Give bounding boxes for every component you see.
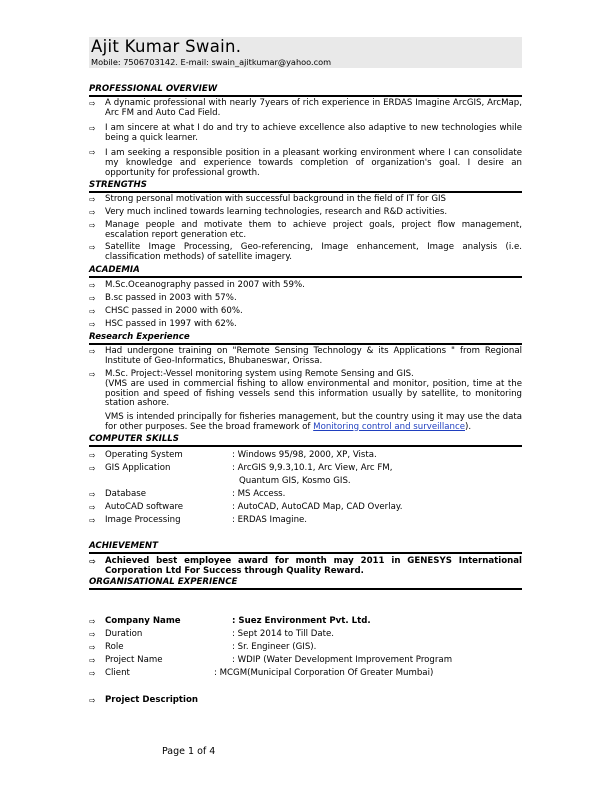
arrow-bullet-icon: ⇨ bbox=[89, 243, 96, 252]
section-title: PROFESSIONAL OVERVIEW bbox=[89, 84, 218, 94]
list-item: ⇨ I am sincere at what I do and try to achieve excellence also adaptive to new technologies while being a quick learner. bbox=[89, 123, 522, 143]
experience-value: : WDIP (Water Development Improvement Program bbox=[232, 655, 453, 665]
skill-label: AutoCAD software bbox=[105, 502, 184, 512]
candidate-name: Ajit Kumar Swain. bbox=[91, 37, 242, 56]
list-item: ⇨ Satellite Image Processing, Geo-referencing, Image enhancement, Image analysis (i.e. classification methods) of satellite imagery. bbox=[89, 242, 522, 262]
skill-label: Image Processing bbox=[105, 515, 181, 525]
section-strengths bbox=[89, 180, 522, 193]
section-rule bbox=[89, 445, 522, 447]
arrow-bullet-icon: ⇨ bbox=[89, 320, 96, 329]
list-item: ⇨ Very much inclined towards learning technologies, research and R&D activities. bbox=[89, 207, 448, 217]
list-item: ⇨ I am seeking a responsible position in a pleasant working environment where I can consolidate my knowledge and experience towards completion of organization's goal. I desire an opportunity for professional growth. bbox=[89, 148, 522, 178]
arrow-bullet-icon: ⇨ bbox=[89, 557, 96, 566]
skill-label: Database bbox=[105, 489, 147, 499]
list-item: ⇨ Had undergone training on "Remote Sensing Technology & its Applications " from Regional Institute of Geo-Informatics, Bhubaneswar, Orissa. bbox=[89, 346, 522, 366]
section-research-experience bbox=[89, 332, 522, 345]
arrow-bullet-icon: ⇨ bbox=[89, 656, 96, 665]
section-rule bbox=[89, 95, 522, 97]
arrow-bullet-icon: ⇨ bbox=[89, 307, 96, 316]
skill-value: : ArcGIS 9,9.3,10.1, Arc View, Arc FM, bbox=[232, 463, 393, 473]
arrow-bullet-icon: ⇨ bbox=[89, 617, 96, 626]
experience-label: Duration bbox=[105, 629, 143, 639]
list-item: ⇨ Strong personal motivation with successful background in the field of IT for GIS bbox=[89, 194, 446, 204]
monitoring-control-link[interactable]: Monitoring control and surveillance bbox=[313, 421, 465, 432]
section-rule bbox=[89, 588, 522, 590]
contact-line: Mobile: 7506703142. E-mail: swain_ajitkumar@yahoo.com bbox=[91, 57, 332, 67]
skill-value: : MS Access. bbox=[232, 489, 286, 499]
section-organisational-experience bbox=[89, 577, 522, 590]
arrow-bullet-icon: ⇨ bbox=[89, 208, 96, 217]
section-rule bbox=[89, 276, 522, 278]
section-rule bbox=[89, 191, 522, 193]
research-paragraph: VMS is intended principally for fisheries management, but the country using it may use the data for other purposes. See the broad framework of Monitoring control and surveillance). bbox=[105, 412, 522, 432]
section-computer-skills bbox=[89, 434, 522, 447]
project-description-heading: Project Description bbox=[105, 695, 198, 705]
arrow-bullet-icon: ⇨ bbox=[89, 503, 96, 512]
arrow-bullet-icon: ⇨ bbox=[89, 451, 96, 460]
list-item: ⇨ A dynamic professional with nearly 7years of rich experience in ERDAS Imagine ArcGIS, ArcMap, Arc FM and Auto Cad Field. bbox=[89, 98, 522, 118]
section-title: Research Experience bbox=[89, 332, 190, 342]
skill-value: : Windows 95/98, 2000, XP, Vista. bbox=[232, 450, 377, 460]
arrow-bullet-icon: ⇨ bbox=[89, 347, 96, 356]
section-title: COMPUTER SKILLS bbox=[89, 434, 179, 444]
arrow-bullet-icon: ⇨ bbox=[89, 294, 96, 303]
arrow-bullet-icon: ⇨ bbox=[89, 464, 96, 473]
section-rule bbox=[89, 343, 522, 345]
arrow-bullet-icon: ⇨ bbox=[89, 99, 96, 108]
skill-label: Operating System bbox=[105, 450, 183, 460]
section-achievement bbox=[89, 541, 522, 554]
arrow-bullet-icon: ⇨ bbox=[89, 490, 96, 499]
section-title: ORGANISATIONAL EXPERIENCE bbox=[89, 577, 238, 587]
arrow-bullet-icon: ⇨ bbox=[89, 630, 96, 639]
arrow-bullet-icon: ⇨ bbox=[89, 669, 96, 678]
experience-label: Project Name bbox=[105, 655, 163, 665]
skill-value: : AutoCAD, AutoCAD Map, CAD Overlay. bbox=[232, 502, 403, 512]
skill-label: GIS Application bbox=[105, 463, 171, 473]
skill-value: : ERDAS Imagine. bbox=[232, 515, 308, 525]
arrow-bullet-icon: ⇨ bbox=[89, 643, 96, 652]
arrow-bullet-icon: ⇨ bbox=[89, 195, 96, 204]
list-item: ⇨ HSC passed in 1997 with 62%. bbox=[89, 319, 237, 329]
arrow-bullet-icon: ⇨ bbox=[89, 516, 96, 525]
experience-value: : MCGM(Municipal Corporation Of Greater Mumbai) bbox=[214, 668, 434, 678]
experience-value: : Sr. Engineer (GIS). bbox=[232, 642, 317, 652]
section-title: ACHIEVEMENT bbox=[89, 541, 158, 551]
experience-value: : Suez Environment Pvt. Ltd. bbox=[232, 616, 371, 626]
list-item: ⇨ B.sc passed in 2003 with 57%. bbox=[89, 293, 237, 303]
arrow-bullet-icon: ⇨ bbox=[89, 148, 96, 157]
section-title: ACADEMIA bbox=[89, 265, 140, 275]
list-item: ⇨ M.Sc. Project:-Vessel monitoring system using Remote Sensing and GIS. bbox=[89, 369, 414, 379]
experience-label: Client bbox=[105, 668, 130, 678]
list-item: ⇨ Achieved best employee award for month may 2011 in GENESYS International Corporation Ltd For Success through Quality Reward. bbox=[89, 556, 522, 576]
section-academia bbox=[89, 265, 522, 278]
experience-label: Company Name bbox=[105, 616, 181, 626]
arrow-bullet-icon: ⇨ bbox=[89, 370, 96, 379]
list-item: ⇨ Manage people and motivate them to achieve project goals, project flow management, escalation report generation etc. bbox=[89, 220, 522, 240]
page-number: Page 1 of 4 bbox=[162, 746, 216, 757]
arrow-bullet-icon: ⇨ bbox=[89, 124, 96, 133]
header-block bbox=[89, 37, 522, 68]
list-item: ⇨ M.Sc.Oceanography passed in 2007 with 59%. bbox=[89, 280, 305, 290]
experience-value: : Sept 2014 to Till Date. bbox=[232, 629, 335, 639]
arrow-bullet-icon: ⇨ bbox=[89, 281, 96, 290]
research-paragraph: (VMS are used in commercial fishing to allow environmental and monitor, position, time at the position and speed of fishing vessels send this information usually by satellite, to monitoring station ashore. bbox=[105, 379, 522, 409]
section-rule bbox=[89, 552, 522, 554]
section-professional-overview bbox=[89, 84, 522, 97]
arrow-bullet-icon: ⇨ bbox=[89, 221, 96, 230]
list-item: ⇨ CHSC passed in 2000 with 60%. bbox=[89, 306, 243, 316]
experience-label: Role bbox=[105, 642, 124, 652]
arrow-bullet-icon: ⇨ bbox=[89, 696, 96, 705]
section-title: STRENGTHS bbox=[89, 180, 147, 190]
skill-value-continued: Quantum GIS, Kosmo GIS. bbox=[239, 476, 351, 486]
